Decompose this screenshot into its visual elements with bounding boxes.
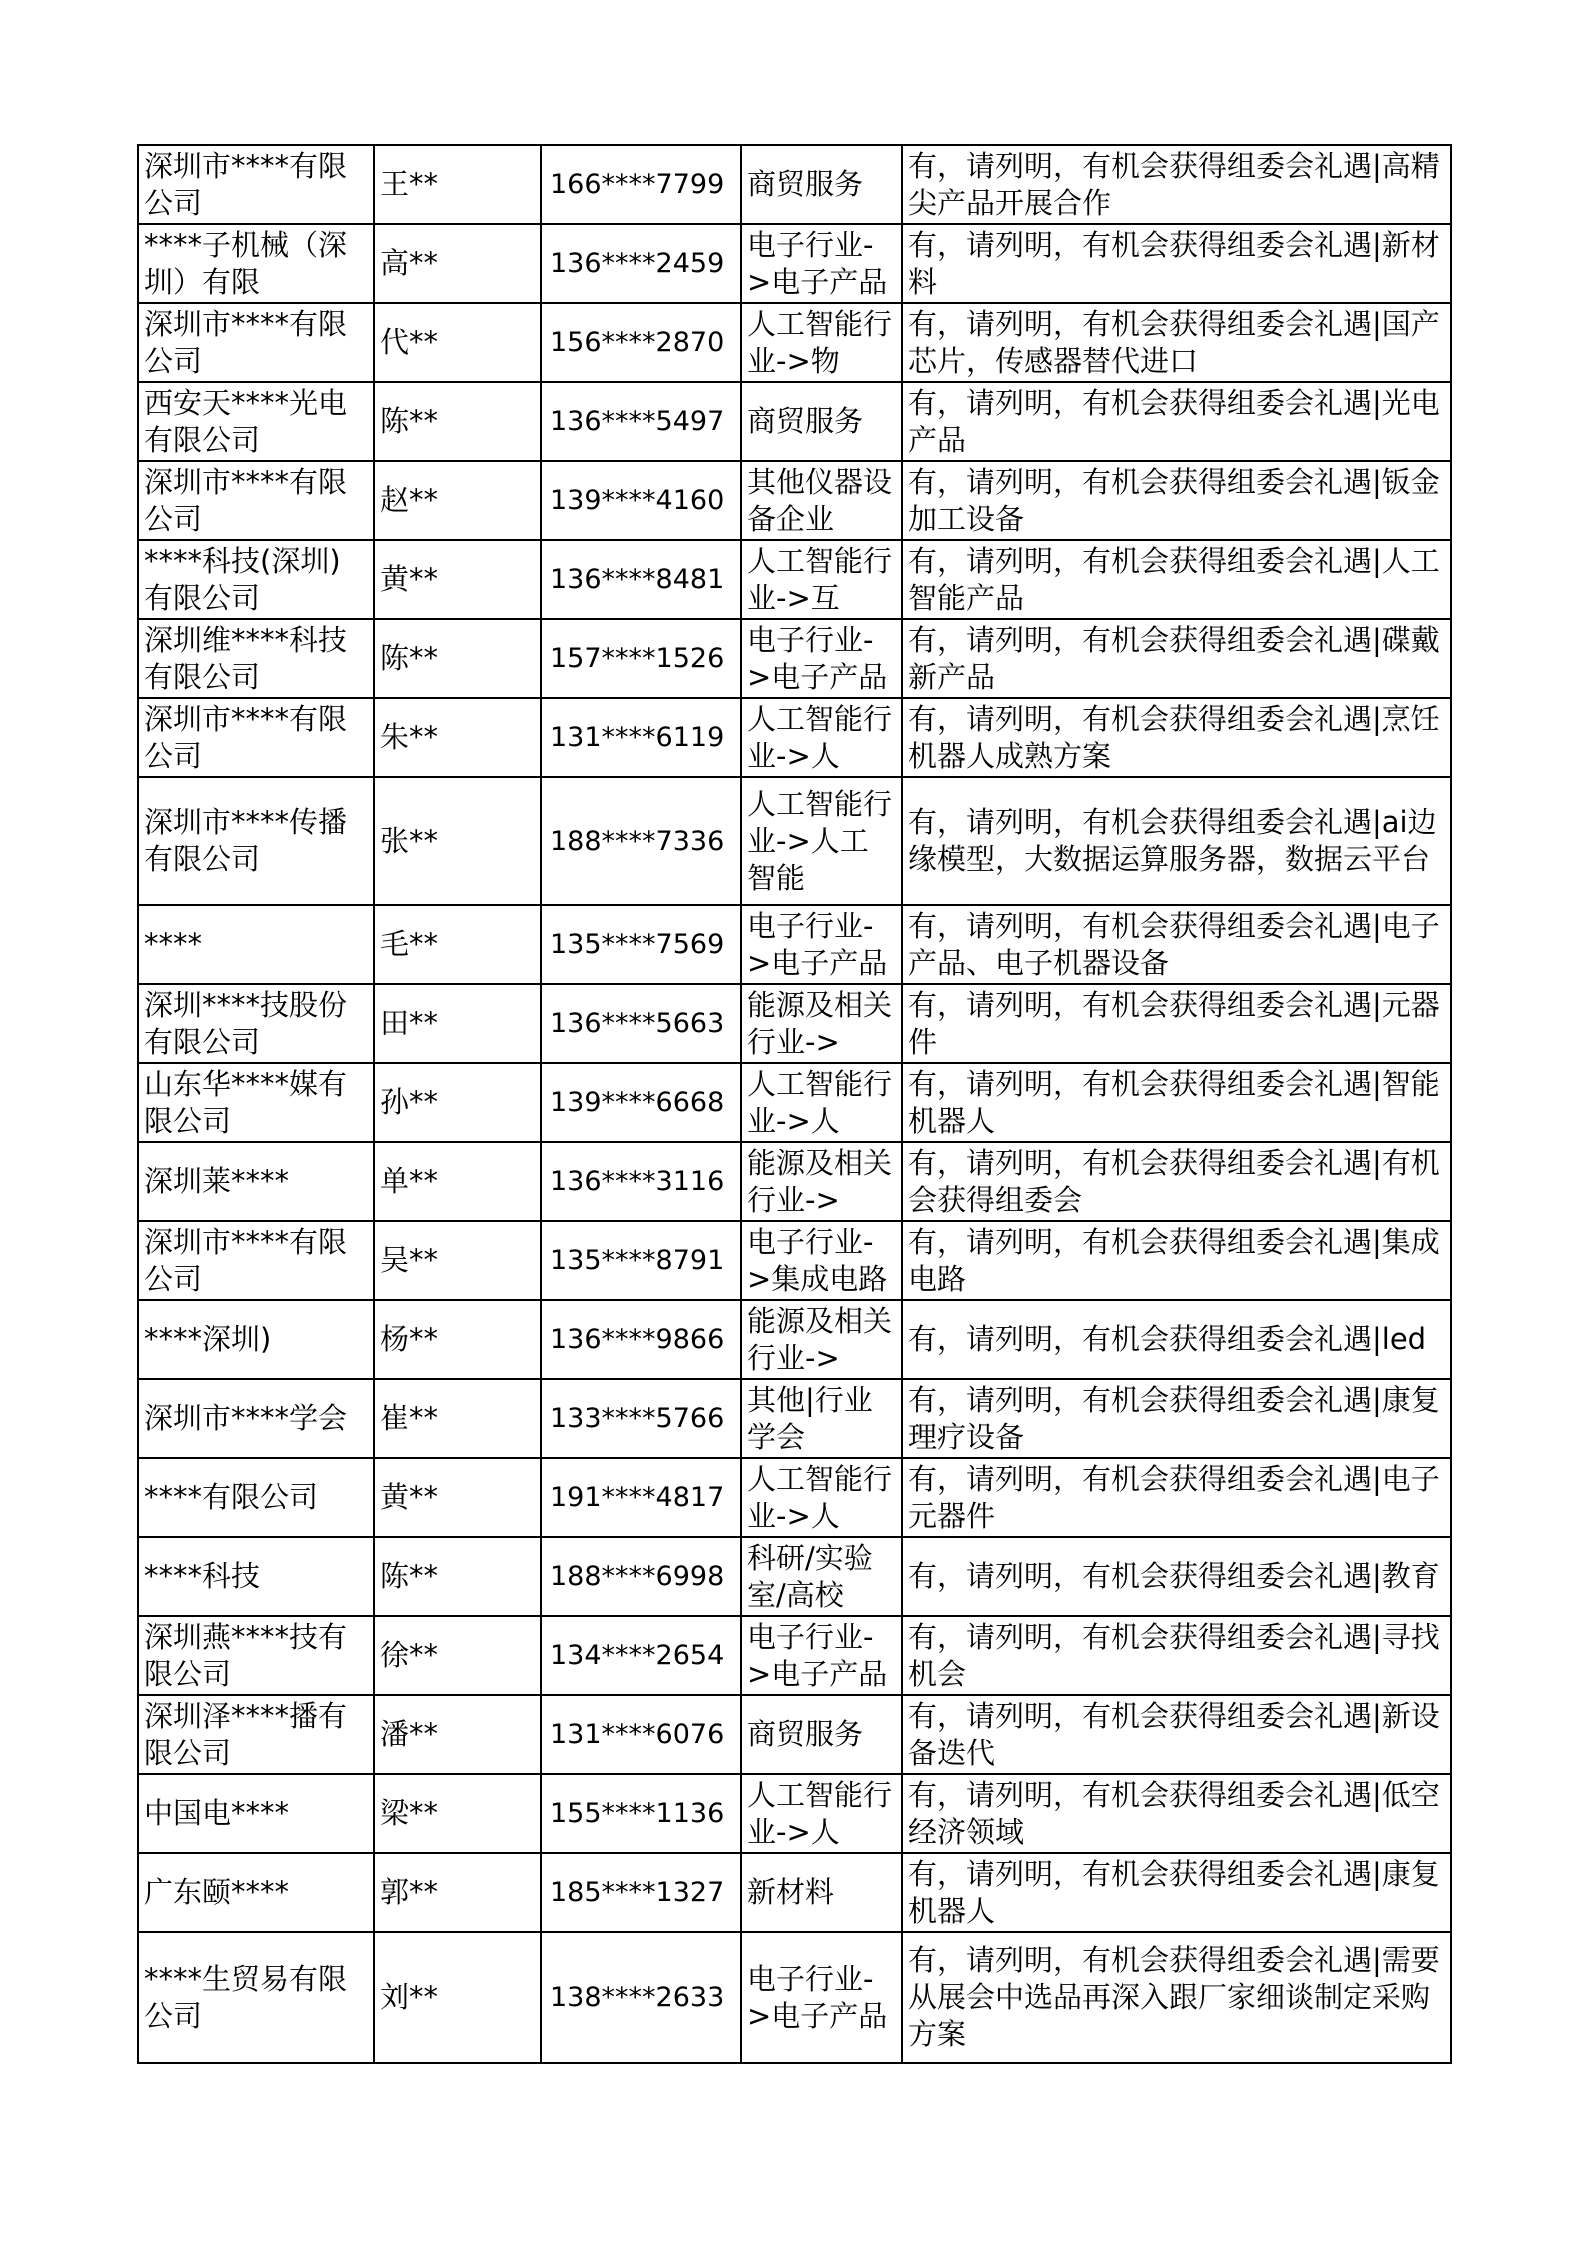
note-text: 有，请列明，有机会获得组委会礼遇|需要从展会中选品再深入跟厂家细谈制定采购方案 [908, 1943, 1440, 2051]
industry-text: 电子行业->集成电路 [747, 1224, 888, 1296]
cell-industry [741, 382, 902, 461]
cell-industry [741, 303, 902, 382]
industry-text: 商贸服务 [747, 1717, 864, 1751]
industry-text: 商贸服务 [747, 404, 864, 438]
cell-note [902, 1063, 1451, 1142]
phone-text: 136****3116 [550, 1166, 725, 1197]
phone-text: 185****1327 [550, 1877, 725, 1908]
note-text: 有，请列明，有机会获得组委会礼遇|led [908, 1322, 1427, 1356]
cell-name [374, 224, 541, 303]
cell-note [902, 1537, 1451, 1616]
note-text: 有，请列明，有机会获得组委会礼遇|寻找机会 [908, 1619, 1440, 1691]
industry-text: 电子行业->电子产品 [747, 227, 888, 299]
table-row [138, 540, 1451, 619]
industry-text: 人工智能行业->人 [747, 701, 893, 773]
table-row [138, 1458, 1451, 1537]
table-row [138, 224, 1451, 303]
cell-industry [741, 1695, 902, 1774]
industry-text: 人工智能行业->人 [747, 1461, 893, 1533]
cell-company [138, 1774, 374, 1853]
cell-industry [741, 1379, 902, 1458]
cell-name [374, 1695, 541, 1774]
cell-name [374, 382, 541, 461]
name-text: 单** [380, 1164, 439, 1198]
cell-company [138, 540, 374, 619]
company-text: ****深圳) [144, 1322, 272, 1356]
note-text: 有，请列明，有机会获得组委会礼遇|钣金加工设备 [908, 464, 1440, 536]
cell-note [902, 777, 1451, 905]
table-row [138, 1932, 1451, 2063]
name-text: 徐** [380, 1638, 439, 1672]
cell-phone [541, 303, 741, 382]
company-text: 西安天****光电有限公司 [144, 385, 348, 457]
phone-text: 136****9866 [550, 1324, 725, 1355]
note-text: 有，请列明，有机会获得组委会礼遇|新设备迭代 [908, 1698, 1440, 1770]
industry-text: 电子行业->电子产品 [747, 1961, 888, 2033]
industry-text: 能源及相关行业-> [747, 1303, 893, 1375]
cell-industry [741, 1616, 902, 1695]
note-text: 有，请列明，有机会获得组委会礼遇|有机会获得组委会 [908, 1145, 1440, 1217]
table-row [138, 1537, 1451, 1616]
cell-phone [541, 224, 741, 303]
industry-text: 人工智能行业->人 [747, 1066, 893, 1138]
phone-text: 136****2459 [550, 248, 725, 279]
cell-company [138, 224, 374, 303]
company-text: ****子机械（深圳）有限 [144, 227, 348, 299]
name-text: 杨** [380, 1322, 439, 1356]
table-row [138, 1221, 1451, 1300]
cell-phone [541, 1537, 741, 1616]
cell-note [902, 1616, 1451, 1695]
table-row [138, 1774, 1451, 1853]
cell-company [138, 777, 374, 905]
table-row [138, 619, 1451, 698]
cell-note [902, 905, 1451, 984]
cell-name [374, 905, 541, 984]
name-text: 陈** [380, 1559, 439, 1593]
cell-note [902, 1142, 1451, 1221]
cell-phone [541, 1142, 741, 1221]
industry-text: 其他|行业学会 [747, 1382, 873, 1454]
cell-note [902, 698, 1451, 777]
cell-name [374, 461, 541, 540]
industry-text: 商贸服务 [747, 167, 864, 201]
table-row [138, 303, 1451, 382]
cell-industry [741, 145, 902, 224]
cell-name [374, 619, 541, 698]
cell-note [902, 1458, 1451, 1537]
note-text: 有，请列明，有机会获得组委会礼遇|康复理疗设备 [908, 1382, 1440, 1454]
company-text: 深圳燕****技有限公司 [144, 1619, 348, 1691]
company-text: 深圳维****科技有限公司 [144, 622, 348, 694]
name-text: 陈** [380, 404, 439, 438]
cell-name [374, 1932, 541, 2063]
table-row [138, 461, 1451, 540]
cell-company [138, 1300, 374, 1379]
cell-phone [541, 1932, 741, 2063]
industry-text: 人工智能行业->互 [747, 543, 893, 615]
company-text: 深圳市****有限公司 [144, 701, 348, 773]
industry-text: 其他仪器设备企业 [747, 464, 893, 536]
industry-text: 电子行业->电子产品 [747, 1619, 888, 1691]
company-text: 中国电**** [144, 1796, 290, 1830]
cell-phone [541, 1695, 741, 1774]
industry-text: 新材料 [747, 1875, 835, 1909]
note-text: 有，请列明，有机会获得组委会礼遇|碟戴新产品 [908, 622, 1440, 694]
company-text: 深圳市****有限公司 [144, 306, 348, 378]
name-text: 高** [380, 246, 439, 280]
table-row [138, 777, 1451, 905]
cell-name [374, 777, 541, 905]
name-text: 崔** [380, 1401, 439, 1435]
industry-text: 能源及相关行业-> [747, 1145, 893, 1217]
table-row [138, 1063, 1451, 1142]
cell-phone [541, 1853, 741, 1932]
cell-phone [541, 698, 741, 777]
name-text: 刘** [380, 1980, 439, 2014]
cell-note [902, 224, 1451, 303]
cell-company [138, 1932, 374, 2063]
note-text: 有，请列明，有机会获得组委会礼遇|智能机器人 [908, 1066, 1440, 1138]
cell-company [138, 1695, 374, 1774]
cell-company [138, 1142, 374, 1221]
cell-industry [741, 1932, 902, 2063]
cell-industry [741, 1774, 902, 1853]
cell-industry [741, 461, 902, 540]
cell-company [138, 619, 374, 698]
note-text: 有，请列明，有机会获得组委会礼遇|康复机器人 [908, 1856, 1440, 1928]
name-text: 毛** [380, 927, 439, 961]
cell-name [374, 540, 541, 619]
cell-industry [741, 984, 902, 1063]
cell-name [374, 698, 541, 777]
cell-name [374, 1142, 541, 1221]
company-text: 广东颐**** [144, 1875, 290, 1909]
table-row [138, 698, 1451, 777]
phone-text: 166****7799 [550, 169, 725, 200]
registration-table [137, 144, 1452, 2064]
table-row [138, 145, 1451, 224]
cell-name [374, 1300, 541, 1379]
phone-text: 136****8481 [550, 564, 725, 595]
cell-phone [541, 905, 741, 984]
cell-phone [541, 461, 741, 540]
note-text: 有，请列明，有机会获得组委会礼遇|人工智能产品 [908, 543, 1440, 615]
cell-name [374, 1458, 541, 1537]
phone-text: 135****8791 [550, 1245, 725, 1276]
cell-name [374, 1063, 541, 1142]
cell-note [902, 1932, 1451, 2063]
name-text: 赵** [380, 483, 439, 517]
company-text: 深圳市****有限公司 [144, 1224, 348, 1296]
note-text: 有，请列明，有机会获得组委会礼遇|光电产品 [908, 385, 1440, 457]
phone-text: 135****7569 [550, 929, 725, 960]
company-text: 深圳****技股份有限公司 [144, 987, 348, 1059]
industry-text: 人工智能行业->物 [747, 306, 893, 378]
cell-company [138, 1379, 374, 1458]
cell-company [138, 1616, 374, 1695]
industry-text: 人工智能行业->人 [747, 1777, 893, 1849]
name-text: 陈** [380, 641, 439, 675]
note-text: 有，请列明，有机会获得组委会礼遇|国产芯片，传感器替代进口 [908, 306, 1440, 378]
name-text: 田** [380, 1006, 439, 1040]
company-text: ****科技 [144, 1559, 261, 1593]
phone-text: 136****5497 [550, 406, 725, 437]
cell-industry [741, 1063, 902, 1142]
note-text: 有，请列明，有机会获得组委会礼遇|集成电路 [908, 1224, 1440, 1296]
cell-phone [541, 540, 741, 619]
note-text: 有，请列明，有机会获得组委会礼遇|新材料 [908, 227, 1440, 299]
cell-phone [541, 1458, 741, 1537]
phone-text: 131****6119 [550, 722, 725, 753]
cell-note [902, 461, 1451, 540]
cell-company [138, 1458, 374, 1537]
cell-note [902, 382, 1451, 461]
cell-phone [541, 1221, 741, 1300]
name-text: 朱** [380, 720, 439, 754]
cell-name [374, 1853, 541, 1932]
cell-note [902, 1853, 1451, 1932]
cell-note [902, 303, 1451, 382]
name-text: 梁** [380, 1796, 439, 1830]
cell-company [138, 1537, 374, 1616]
table-row [138, 1300, 1451, 1379]
cell-name [374, 1616, 541, 1695]
note-text: 有，请列明，有机会获得组委会礼遇|教育 [908, 1559, 1440, 1593]
industry-text: 能源及相关行业-> [747, 987, 893, 1059]
table-row [138, 382, 1451, 461]
phone-text: 155****1136 [550, 1798, 725, 1829]
phone-text: 138****2633 [550, 1982, 725, 2013]
company-text: ****科技(深圳)有限公司 [144, 543, 341, 615]
name-text: 张** [380, 823, 439, 858]
cell-phone [541, 1063, 741, 1142]
cell-industry [741, 1221, 902, 1300]
name-text: 黄** [380, 562, 439, 596]
note-text: 有，请列明，有机会获得组委会礼遇|电子产品、电子机器设备 [908, 908, 1440, 980]
name-text: 黄** [380, 1480, 439, 1514]
cell-name [374, 984, 541, 1063]
cell-note [902, 1774, 1451, 1853]
industry-text: 科研/实验室/高校 [747, 1540, 873, 1612]
phone-text: 136****5663 [550, 1008, 725, 1039]
cell-company [138, 382, 374, 461]
cell-industry [741, 224, 902, 303]
cell-phone [541, 145, 741, 224]
cell-phone [541, 382, 741, 461]
cell-industry [741, 1853, 902, 1932]
cell-note [902, 540, 1451, 619]
company-text: 深圳市****有限公司 [144, 148, 348, 220]
industry-text: 电子行业->电子产品 [747, 908, 888, 980]
table-row [138, 1695, 1451, 1774]
cell-company [138, 1221, 374, 1300]
note-text: 有，请列明，有机会获得组委会礼遇|烹饪机器人成熟方案 [908, 701, 1440, 773]
cell-industry [741, 619, 902, 698]
cell-industry [741, 905, 902, 984]
cell-company [138, 461, 374, 540]
cell-industry [741, 1142, 902, 1221]
table-row [138, 1616, 1451, 1695]
table-body [138, 145, 1451, 2063]
cell-phone [541, 1379, 741, 1458]
cell-company [138, 1063, 374, 1142]
cell-phone [541, 777, 741, 905]
company-text: 山东华****媒有限公司 [144, 1066, 348, 1138]
note-text: 有，请列明，有机会获得组委会礼遇|元器件 [908, 987, 1440, 1059]
cell-industry [741, 1300, 902, 1379]
note-text: 有，请列明，有机会获得组委会礼遇|电子元器件 [908, 1461, 1440, 1533]
cell-name [374, 1221, 541, 1300]
cell-company [138, 145, 374, 224]
phone-text: 131****6076 [550, 1719, 725, 1750]
name-text: 孙** [380, 1085, 439, 1119]
cell-note [902, 1379, 1451, 1458]
cell-name [374, 1379, 541, 1458]
cell-note [902, 1300, 1451, 1379]
name-text: 吴** [380, 1243, 439, 1277]
note-text: 有，请列明，有机会获得组委会礼遇|低空经济领域 [908, 1777, 1440, 1849]
company-text: 深圳市****有限公司 [144, 464, 348, 536]
cell-industry [741, 1537, 902, 1616]
cell-note [902, 1221, 1451, 1300]
company-text: ****有限公司 [144, 1480, 319, 1514]
cell-industry [741, 698, 902, 777]
phone-text: 191****4817 [550, 1482, 725, 1513]
phone-text: 188****7336 [550, 825, 725, 857]
cell-industry [741, 1458, 902, 1537]
cell-note [902, 984, 1451, 1063]
table-row [138, 1142, 1451, 1221]
cell-company [138, 905, 374, 984]
table-row [138, 1379, 1451, 1458]
table-row [138, 1853, 1451, 1932]
phone-text: 156****2870 [550, 327, 725, 358]
industry-text: 人工智能行业->人工智能 [747, 786, 893, 895]
name-text: 代** [380, 325, 439, 359]
company-text: 深圳市****学会 [144, 1401, 348, 1435]
cell-name [374, 303, 541, 382]
phone-text: 139****6668 [550, 1087, 725, 1118]
note-text: 有，请列明，有机会获得组委会礼遇|高精尖产品开展合作 [908, 148, 1440, 220]
cell-note [902, 619, 1451, 698]
cell-name [374, 1774, 541, 1853]
table-row [138, 984, 1451, 1063]
name-text: 王** [380, 167, 439, 201]
name-text: 郭** [380, 1875, 439, 1909]
phone-text: 157****1526 [550, 643, 725, 674]
phone-text: 133****5766 [550, 1403, 725, 1434]
cell-phone [541, 619, 741, 698]
cell-note [902, 145, 1451, 224]
phone-text: 134****2654 [550, 1640, 725, 1671]
phone-text: 139****4160 [550, 485, 725, 516]
cell-phone [541, 1774, 741, 1853]
cell-name [374, 1537, 541, 1616]
company-text: 深圳莱**** [144, 1164, 290, 1198]
company-text: 深圳泽****播有限公司 [144, 1698, 348, 1770]
cell-phone [541, 1616, 741, 1695]
cell-company [138, 698, 374, 777]
cell-company [138, 984, 374, 1063]
company-text: **** [144, 927, 202, 961]
cell-name [374, 145, 541, 224]
cell-industry [741, 777, 902, 905]
note-text: 有，请列明，有机会获得组委会礼遇|ai边缘模型，大数据运算服务器，数据云平台 [908, 805, 1437, 876]
cell-phone [541, 984, 741, 1063]
industry-text: 电子行业->电子产品 [747, 622, 888, 694]
phone-text: 188****6998 [550, 1561, 725, 1592]
cell-industry [741, 540, 902, 619]
cell-company [138, 1853, 374, 1932]
name-text: 潘** [380, 1717, 439, 1751]
company-text: ****生贸易有限公司 [144, 1961, 348, 2033]
cell-note [902, 1695, 1451, 1774]
cell-company [138, 303, 374, 382]
company-text: 深圳市****传播有限公司 [144, 805, 348, 876]
cell-phone [541, 1300, 741, 1379]
table-row [138, 905, 1451, 984]
